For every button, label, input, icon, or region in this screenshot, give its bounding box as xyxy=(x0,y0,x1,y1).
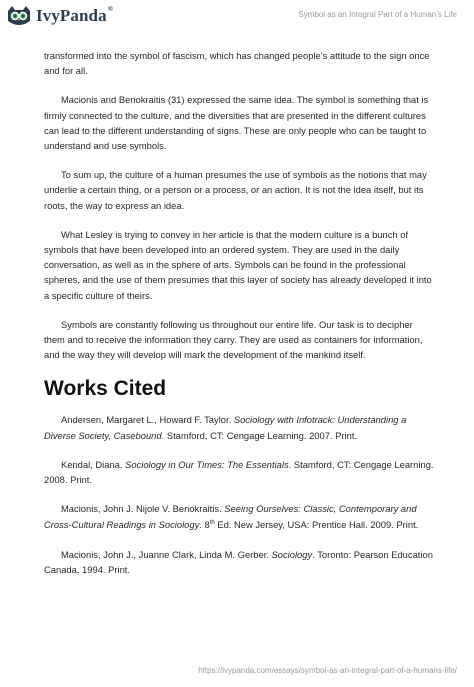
citation-publication: . Stamford, CT: Cengage Learning. 2008. Print. xyxy=(44,458,434,486)
citation-item xyxy=(44,457,434,487)
citation-authors: Macionis, John J. Nijole V. Benokraitis. xyxy=(61,503,225,515)
citation-title: Sociology xyxy=(271,548,313,560)
citation-title: Sociology in Our Times: The Essentials xyxy=(125,458,289,470)
registered-mark: ® xyxy=(107,5,114,13)
ivypanda-logo[interactable] xyxy=(6,5,113,27)
edition-superscript: th xyxy=(209,520,215,527)
citation-item xyxy=(44,501,434,533)
citation-authors: Andersen, Margaret L., Howard F. Taylor. xyxy=(61,414,234,426)
essay-body xyxy=(44,48,434,591)
citation-item xyxy=(44,547,434,577)
citation-title: Seeing Ourselves: Classic, Contemporary and Cross-Cultural Readings in Sociology xyxy=(44,503,417,531)
logo-text: IvyPanda® xyxy=(36,5,114,25)
citation-edition: . 8 xyxy=(199,519,210,531)
citation-publication: . Stamford, CT: Cengage Learning. 2007. Print. xyxy=(161,429,358,441)
citation-publication: Ed. New Jersey, USA: Prentice Hall. 2009. Print. xyxy=(214,519,419,531)
paragraph: What Lesley is trying to convey in her article is that the modern culture is a bunch of symbols that have been developed into an ordered system. They are used in the daily conversation, as well as in the sphere of arts. Symbols can be found in the professional spheres, and the use of them presumes that this layer of society has already developed it into a specific culture of theirs. xyxy=(44,228,432,301)
citation-item xyxy=(44,412,434,442)
citation-title: Sociology with Infotrack: Understanding a Diverse Society, Casebound xyxy=(44,414,407,441)
page-header xyxy=(0,0,474,34)
footer-source-link[interactable]: https://ivypanda.com/essays/symbol-as-an-integral-part-of-a-humans-life/ xyxy=(198,666,457,675)
citation-authors: Macionis, John J., Juanne Clark, Linda M. Gerber. xyxy=(61,548,272,560)
paragraph-continued: transformed into the symbol of fascism, which has changed people’s attitude to the sign once and for all. xyxy=(44,50,430,77)
paragraph: Macionis and Benokraitis (31) expressed the same idea. The symbol is something that is firmly connected to the culture, and the diversities that are presented in the different cultures can lead to the different understanding of signs. These are only people who can be taught to understand and use symbols. xyxy=(44,94,429,152)
citation-authors: Kendal, Diana. xyxy=(61,458,126,470)
works-cited-heading: Works Cited xyxy=(44,377,167,401)
owl-logo-icon xyxy=(6,5,32,27)
paragraph: Symbols are constantly following us throughout our entire life. Our task is to decipher them and to receive the information they carry. They are used as containers for information, and the way they will develop will mark the development of the mankind itself. xyxy=(44,318,423,361)
document-title: Symbol as an Integral Part of a Human’s Life xyxy=(298,10,457,19)
citation-publication: . Toronto: Pearson Education Canada. 1994. Print. xyxy=(44,548,433,575)
paragraph: To sum up, the culture of a human presumes the use of symbols as the notions that may underlie a certain thing, or a person or a process, or an action. It is not the idea itself, but its roots, the way to express an idea. xyxy=(44,169,427,211)
